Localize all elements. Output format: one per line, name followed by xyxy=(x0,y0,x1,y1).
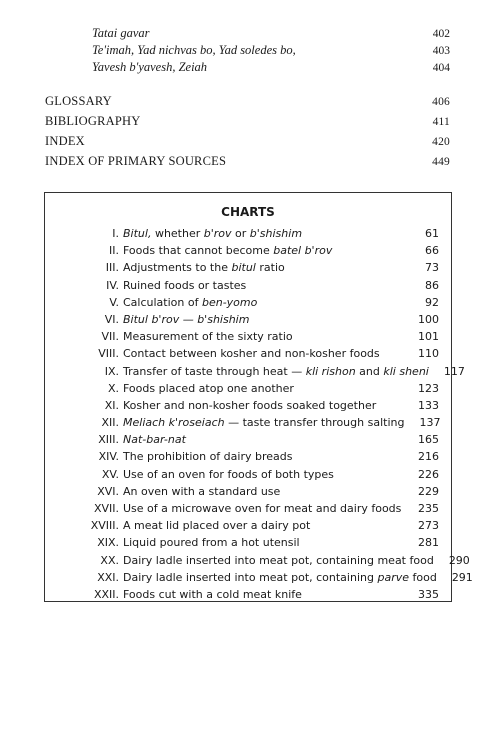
chart-numeral: IV. xyxy=(106,278,119,292)
chart-numeral: XVIII. xyxy=(90,519,119,533)
chart-title-part: Measurement of the sixty ratio xyxy=(123,330,293,344)
chart-list-item xyxy=(45,261,451,278)
chart-title-part: bitul xyxy=(231,261,256,275)
chart-numeral: XX. xyxy=(100,553,119,567)
chart-title-part: ben-yomo xyxy=(201,295,258,309)
chart-numeral: II. xyxy=(109,244,119,258)
chart-title xyxy=(123,347,403,360)
chart-title xyxy=(123,416,404,429)
chart-numeral: VIII. xyxy=(98,347,119,361)
sub-entry-list xyxy=(92,26,450,77)
chart-title-part: b'rov xyxy=(203,227,232,240)
toc-entry-bibliography xyxy=(45,114,450,134)
chart-numeral: XII. xyxy=(101,416,119,430)
chart-list-item xyxy=(45,519,451,536)
chart-numeral: XIV. xyxy=(98,450,119,464)
chart-numeral: XV. xyxy=(101,467,119,481)
chart-list-item xyxy=(45,502,451,519)
entry-page: 404 xyxy=(432,62,450,74)
entry-page: 420 xyxy=(432,136,450,148)
chart-numeral: XIX. xyxy=(97,536,119,550)
chart-title xyxy=(123,365,429,378)
chart-title-part: ratio xyxy=(255,261,285,275)
chart-title-part: Meliach k'roseiach xyxy=(123,416,225,430)
chart-list-item xyxy=(45,570,473,588)
toc-sub-entry xyxy=(92,26,450,43)
chart-list-item xyxy=(45,416,451,433)
entry-page: 411 xyxy=(432,116,450,128)
chart-title-part: parve xyxy=(377,570,409,584)
entry-page: 449 xyxy=(432,156,450,168)
chart-page: 291 xyxy=(451,570,473,584)
chart-list-item xyxy=(45,279,451,296)
chart-title xyxy=(123,399,403,412)
toc-entry-index xyxy=(45,134,450,154)
chart-title-part: An oven with a standard use xyxy=(123,484,281,498)
chart-title-part: or xyxy=(231,227,250,240)
chart-list-item xyxy=(45,485,451,502)
chart-page: 92 xyxy=(425,295,439,309)
chart-title-part: Calculation of xyxy=(123,295,202,309)
chart-title-part: batel b'rov xyxy=(273,244,333,258)
chart-page: 110 xyxy=(418,347,439,361)
chart-page: 273 xyxy=(418,519,439,533)
chart-list-item xyxy=(45,382,451,399)
chart-numeral: XI. xyxy=(104,398,119,412)
chart-page: 61 xyxy=(425,227,439,240)
chart-title-part: and xyxy=(355,364,384,378)
entry-page: 403 xyxy=(432,45,450,57)
chart-page: 137 xyxy=(419,416,441,430)
chart-numeral: XXI. xyxy=(97,570,119,584)
chart-title-part: Foods placed atop one another xyxy=(123,381,294,395)
chart-title xyxy=(123,450,403,463)
chart-page: 101 xyxy=(418,330,439,344)
chart-title xyxy=(123,502,403,515)
chart-list-item xyxy=(45,433,451,450)
toc-entry-index-primary-sources xyxy=(45,154,450,174)
chart-page: 100 xyxy=(418,312,439,326)
chart-title xyxy=(123,261,403,274)
chart-page: 335 xyxy=(418,587,439,601)
chart-list-item xyxy=(45,330,451,347)
entry-title: Te'imah, Yad nichvas bo, Yad soledes bo, xyxy=(92,43,296,57)
chart-title xyxy=(123,330,403,343)
chart-title xyxy=(123,554,434,567)
chart-page: 235 xyxy=(418,502,439,515)
chart-title xyxy=(123,313,403,326)
chart-title-part: kli sheni xyxy=(383,364,429,378)
chart-title-part: A meat lid placed over a dairy pot xyxy=(123,519,311,533)
entry-title: GLOSSARY xyxy=(45,94,112,108)
chart-title-part: — taste transfer through salting xyxy=(224,416,405,430)
chart-numeral: XVI. xyxy=(97,484,119,498)
chart-numeral: XVII. xyxy=(93,502,119,515)
chart-title-part: Liquid poured from a hot utensil xyxy=(123,536,300,550)
chart-numeral: XXII. xyxy=(93,587,119,601)
chart-title xyxy=(123,588,403,601)
chart-title-part: Foods that cannot become xyxy=(123,244,274,258)
chart-page: 73 xyxy=(425,261,439,275)
chart-page: 216 xyxy=(418,450,439,464)
chart-list-item xyxy=(45,553,470,571)
entry-page: 406 xyxy=(432,96,450,108)
chart-list-item xyxy=(45,399,451,416)
toc-sub-entry xyxy=(92,43,450,60)
chart-list-item xyxy=(45,364,465,382)
entry-title: Tatai gavar xyxy=(92,26,150,40)
chart-title-part: Use of a microwave oven for meat and dairy foods xyxy=(123,502,402,515)
entry-title: INDEX OF PRIMARY SOURCES xyxy=(45,154,227,168)
chart-page: 86 xyxy=(425,278,439,292)
chart-title xyxy=(123,433,403,446)
entry-title: BIBLIOGRAPHY xyxy=(45,114,141,128)
chart-title-part: Use of an oven for foods of both types xyxy=(123,467,334,481)
chart-title-part: The prohibition of dairy breads xyxy=(123,450,293,464)
main-entry-list xyxy=(45,94,450,174)
chart-title xyxy=(123,382,403,395)
chart-title-part: Dairy ladle inserted into meat pot, containing xyxy=(123,570,378,584)
chart-title-part: b'shishim xyxy=(249,227,303,240)
chart-title xyxy=(123,279,403,292)
chart-title xyxy=(123,468,403,481)
chart-title xyxy=(123,519,403,532)
chart-list-item xyxy=(45,536,451,553)
chart-title-part: Transfer of taste through heat — xyxy=(123,364,306,378)
chart-numeral: X. xyxy=(107,381,119,395)
chart-list-item xyxy=(45,227,451,244)
chart-page: 117 xyxy=(443,364,465,378)
chart-list-item xyxy=(45,450,451,467)
chart-title-part: Nat-bar-nat xyxy=(123,433,186,447)
chart-page: 66 xyxy=(425,244,439,258)
chart-title xyxy=(123,571,437,584)
chart-page: 229 xyxy=(418,484,439,498)
chart-title xyxy=(123,485,403,498)
chart-title-part: Ruined foods or tastes xyxy=(123,278,247,292)
toc-entry-glossary xyxy=(45,94,450,114)
chart-page: 133 xyxy=(418,398,439,412)
charts-list xyxy=(45,227,473,605)
chart-numeral: XIII. xyxy=(98,433,119,447)
chart-list-item xyxy=(45,244,451,261)
toc-sub-entry xyxy=(92,60,450,77)
entry-page: 402 xyxy=(432,28,450,40)
entry-title: INDEX xyxy=(45,134,85,148)
chart-title-part: Bitul, xyxy=(123,227,152,240)
chart-numeral: VII. xyxy=(101,330,119,344)
chart-title xyxy=(123,227,403,240)
chart-title-part: Adjustments to the xyxy=(123,261,232,275)
chart-title-part: whether xyxy=(151,227,204,240)
chart-title xyxy=(123,296,403,309)
chart-numeral: VI. xyxy=(104,312,119,326)
chart-title-part: kli rishon xyxy=(305,364,356,378)
chart-list-item xyxy=(45,313,451,330)
chart-title-part: Dairy ladle inserted into meat pot, containing meat food xyxy=(123,553,434,567)
chart-page: 123 xyxy=(418,381,439,395)
chart-list-item xyxy=(45,347,451,364)
charts-box xyxy=(44,192,473,602)
chart-page: 226 xyxy=(418,467,439,481)
chart-title-part: Foods cut with a cold meat knife xyxy=(123,587,302,601)
chart-page: 281 xyxy=(418,536,439,550)
chart-page: 290 xyxy=(448,553,470,567)
chart-numeral: V. xyxy=(109,295,119,309)
chart-page: 165 xyxy=(418,433,439,447)
chart-list-item xyxy=(45,296,451,313)
charts-heading: CHARTS xyxy=(221,205,275,219)
chart-numeral: I. xyxy=(112,227,119,240)
chart-title-part: food xyxy=(409,570,437,584)
chart-numeral: IX. xyxy=(104,364,119,378)
chart-title xyxy=(123,244,403,257)
entry-title: Yavesh b'yavesh, Zeiah xyxy=(92,60,208,74)
chart-list-item xyxy=(45,468,451,485)
chart-title-part: Contact between kosher and non-kosher foods xyxy=(123,347,380,361)
chart-title xyxy=(123,536,403,549)
chart-list-item xyxy=(45,588,451,605)
chart-title-part: Kosher and non-kosher foods soaked together xyxy=(123,398,377,412)
chart-title-part: Bitul b'rov — b'shishim xyxy=(123,312,250,326)
chart-numeral: III. xyxy=(105,261,119,275)
